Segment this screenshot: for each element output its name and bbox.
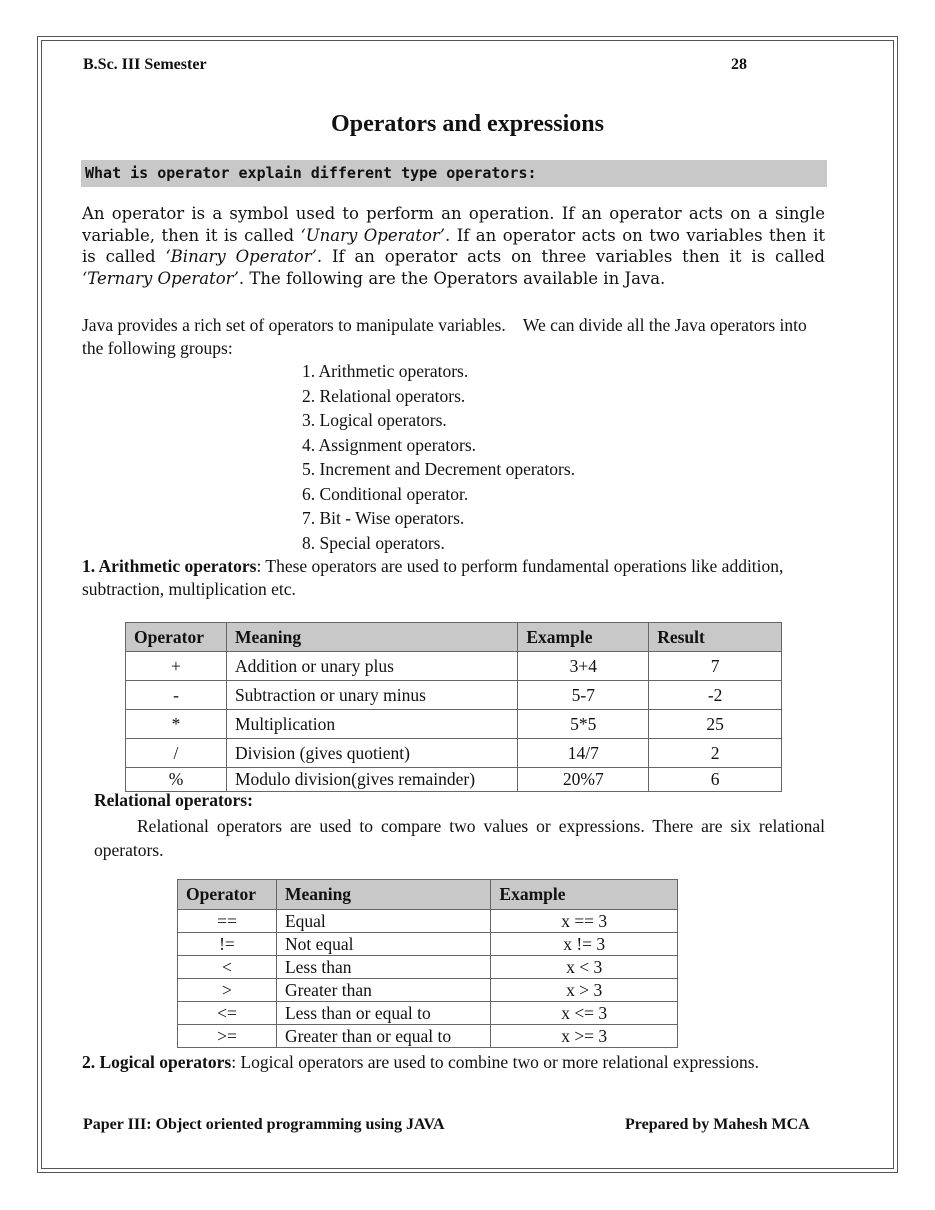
arithmetic-heading: 1. Arithmetic operators <box>82 556 257 576</box>
cell-meaning: Addition or unary plus <box>226 652 517 681</box>
intro-text-1: An operator is a symbol used to perform an operation. If an operator acts on a single variable, then it is called <box>82 204 825 245</box>
header-page-number: 28 <box>731 56 747 73</box>
list-item: 2. Relational operators. <box>302 385 466 406</box>
cell-operator: > <box>178 979 277 1002</box>
table-row <box>126 739 782 768</box>
header-course: B.Sc. III Semester <box>83 56 207 73</box>
cell-example: x == 3 <box>491 910 678 933</box>
arithmetic-text: : These operators are used to perform fundamental operations like addition, subtraction, multiplication etc. <box>82 556 784 599</box>
relational-heading: Relational operators: <box>94 790 253 810</box>
question-text: What is operator explain different type operators: <box>85 164 537 182</box>
col-operator: Operator <box>126 623 227 652</box>
cell-operator: >= <box>178 1025 277 1048</box>
intro-unary: ‘Unary Operator’ <box>300 225 446 245</box>
intro-text-4: . The following are the Operators available in Java. <box>238 268 666 288</box>
relational-text: Relational operators are used to compare two values or expressions. There are six relational operators. <box>94 816 825 860</box>
table-row <box>178 933 678 956</box>
cell-meaning: Less than <box>276 956 490 979</box>
cell-example: x != 3 <box>491 933 678 956</box>
intro-text-3: . If an operator acts on three variables then it is called <box>316 247 825 266</box>
table-row <box>126 681 782 710</box>
list-item: 5. Increment and Decrement operators. <box>302 459 576 479</box>
cell-result: 2 <box>649 739 782 768</box>
cell-example: x <= 3 <box>491 1002 678 1025</box>
cell-meaning: Greater than <box>276 979 490 1002</box>
logical-section <box>82 1050 825 1074</box>
cell-example: 5*5 <box>518 710 649 739</box>
table-row <box>178 956 678 979</box>
cell-example: x > 3 <box>491 979 678 1002</box>
table-header-row <box>178 880 678 910</box>
col-example: Example <box>518 623 649 652</box>
intro-paragraph <box>82 203 825 289</box>
cell-operator: / <box>126 739 227 768</box>
list-item: 3. Logical operators. <box>302 410 447 430</box>
table-row <box>178 1002 678 1025</box>
cell-example: 3+4 <box>518 652 649 681</box>
cell-operator: == <box>178 910 277 933</box>
col-meaning: Meaning <box>226 623 517 652</box>
cell-meaning: Equal <box>276 910 490 933</box>
list-item: 6. Conditional operator. <box>302 483 469 504</box>
cell-meaning: Modulo division(gives remainder) <box>226 768 517 792</box>
logical-heading: 2. Logical operators <box>82 1052 232 1072</box>
table-row <box>178 910 678 933</box>
table-row <box>126 652 782 681</box>
table-row <box>178 1025 678 1048</box>
groups-intro: Java provides a rich set of operators to manipulate variables. We can divide all the Java operators into the following groups: <box>82 315 812 358</box>
cell-meaning: Multiplication <box>226 710 517 739</box>
col-operator: Operator <box>178 880 277 910</box>
cell-operator: * <box>126 710 227 739</box>
cell-meaning: Division (gives quotient) <box>226 739 517 768</box>
footer-author: Prepared by Mahesh MCA <box>625 1116 810 1133</box>
cell-operator: + <box>126 652 227 681</box>
cell-operator: <= <box>178 1002 277 1025</box>
cell-meaning: Not equal <box>276 933 490 956</box>
cell-meaning: Greater than or equal to <box>276 1025 490 1048</box>
cell-meaning: Less than or equal to <box>276 1002 490 1025</box>
cell-result: -2 <box>649 681 782 710</box>
list-item: 8. Special operators. <box>302 532 445 553</box>
cell-operator: - <box>126 681 227 710</box>
list-item: 7. Bit - Wise operators. <box>302 508 465 528</box>
cell-example: 20%7 <box>518 768 649 792</box>
intro-binary: ‘Binary Operator’ <box>165 247 317 266</box>
relational-table <box>177 879 678 1048</box>
logical-text: : Logical operators are used to combine two or more relational expressions. <box>231 1052 759 1072</box>
cell-result: 6 <box>649 768 782 792</box>
table-header-row <box>126 623 782 652</box>
col-meaning: Meaning <box>276 880 490 910</box>
col-example: Example <box>491 880 678 910</box>
cell-result: 25 <box>649 710 782 739</box>
intro-ternary: ‘Ternary Operator’ <box>82 268 239 288</box>
footer-paper: Paper III: Object oriented programming using JAVA <box>83 1116 445 1133</box>
cell-meaning: Subtraction or unary minus <box>226 681 517 710</box>
col-result: Result <box>649 623 782 652</box>
list-item: 4. Assignment operators. <box>302 434 477 455</box>
question-bar <box>81 160 827 187</box>
intro-text-2: . If an operator acts on two variables then it is called <box>82 225 826 266</box>
cell-example: 5-7 <box>518 681 649 710</box>
list-item: 1. Arithmetic operators. <box>302 361 469 381</box>
table-row <box>126 768 782 792</box>
cell-operator: != <box>178 933 277 956</box>
cell-operator: < <box>178 956 277 979</box>
cell-example: 14/7 <box>518 739 649 768</box>
arithmetic-section <box>82 555 827 601</box>
cell-example: x >= 3 <box>491 1025 678 1048</box>
table-row <box>178 979 678 1002</box>
cell-result: 7 <box>649 652 782 681</box>
arithmetic-table <box>125 622 782 792</box>
table-row <box>126 710 782 739</box>
cell-operator: % <box>126 768 227 792</box>
operator-groups-list <box>302 359 575 555</box>
cell-example: x < 3 <box>491 956 678 979</box>
page-title: Operators and expressions <box>331 111 604 137</box>
